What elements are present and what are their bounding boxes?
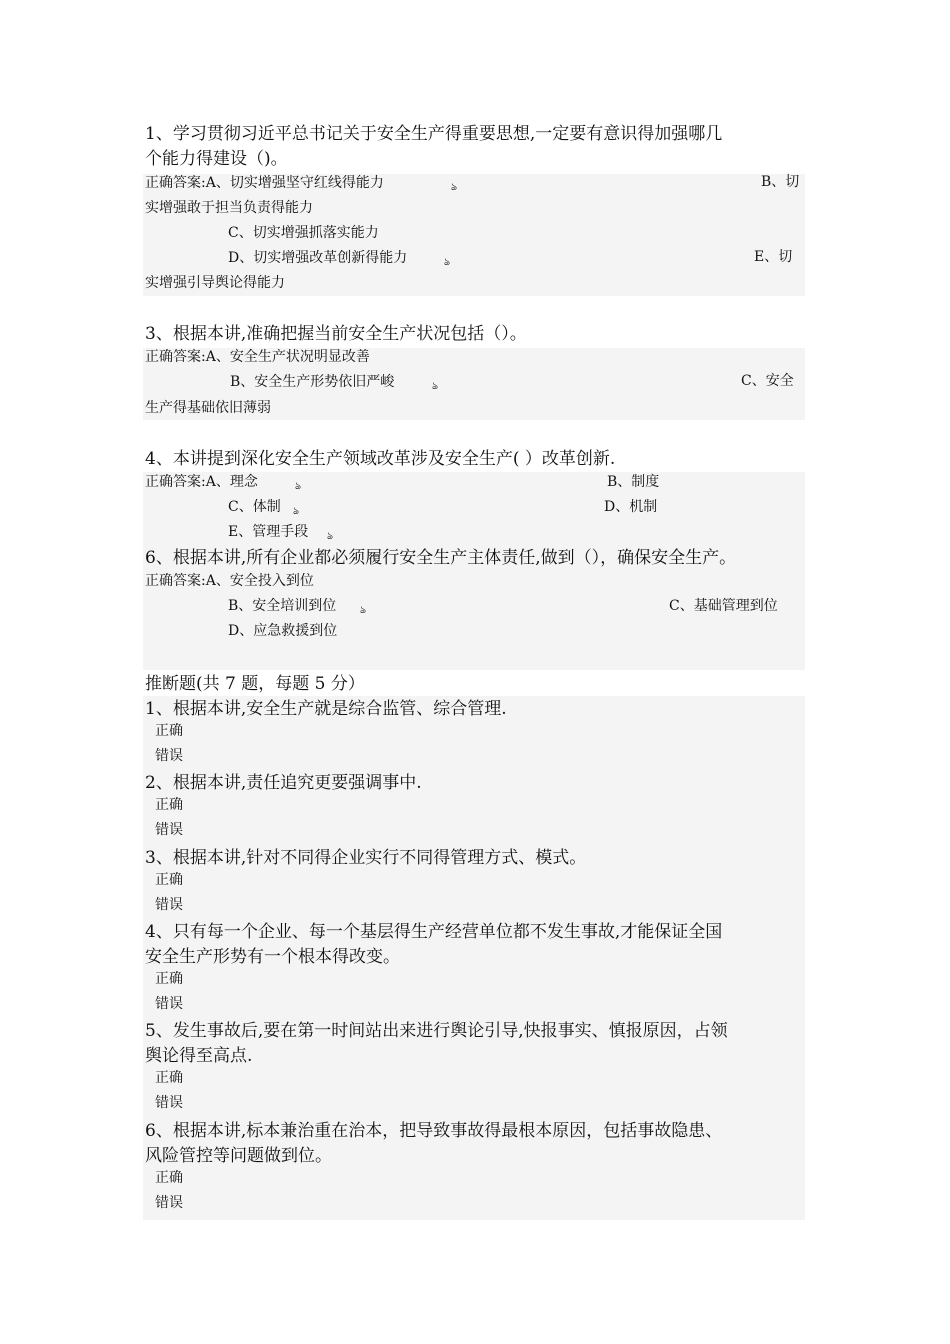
judge-q6-option-true: 正确 (155, 1170, 183, 1186)
q1-option-d: D、切实增强改革创新得能力 (228, 250, 408, 266)
q4-line-1: 4、本讲提到深化安全生产领域改革涉及安全生产( ）改革创新. (145, 449, 616, 469)
judge-q2-option-false: 错误 (155, 822, 183, 838)
judge-q2-line-1: 2、根据本讲,责任追究更要强调事中. (145, 773, 422, 793)
judge-q6-line-2: 风险管控等问题做到位。 (145, 1146, 332, 1166)
judge-q5-option-false: 错误 (155, 1095, 183, 1111)
judge-q4-line-2: 安全生产形势有一个根本得改变。 (145, 947, 400, 967)
q4-option-b: B、制度 (607, 474, 660, 490)
judge-q3-option-false: 错误 (155, 897, 183, 913)
judge-q4-option-false: 错误 (155, 996, 183, 1012)
q3-option-b: B、安全生产形势依旧严峻 (230, 374, 395, 390)
judge-q3-option-true: 正确 (155, 872, 183, 888)
q3-option-c-head: C、安全 (741, 373, 794, 389)
q1-option-e-head: E、切 (754, 249, 793, 265)
q6-option-c: C、基础管理到位 (669, 598, 778, 614)
judge-q5-line-2: 舆论得至高点. (145, 1046, 253, 1066)
q3-answer-a: 正确答案:A、安全生产状况明显改善 (145, 349, 370, 365)
judge-q1-option-true: 正确 (155, 723, 183, 739)
judge-q3-line-1: 3、根据本讲,针对不同得企业实行不同得管理方式、模式。 (145, 848, 587, 868)
answer-marker-icon: ঌ (327, 531, 334, 542)
q6-answer-a: 正确答案:A、安全投入到位 (145, 573, 314, 589)
q1-option-b-head: B、切 (761, 174, 800, 190)
answer-marker-icon: ঌ (295, 481, 302, 492)
answer-marker-icon: ঌ (444, 257, 451, 268)
q1-option-c: C、切实增强抓落实能力 (228, 225, 379, 241)
judge-section-header: 推断题(共 7 题，每题 5 分） (145, 674, 365, 694)
q1-answer-a: 正确答案:A、切实增强坚守红线得能力 (145, 175, 384, 191)
judge-q1-line-1: 1、根据本讲,安全生产就是综合监管、综合管理. (145, 699, 507, 719)
q1-option-e-tail: 实增强引导舆论得能力 (145, 275, 285, 291)
q6-option-d: D、应急救援到位 (228, 623, 338, 639)
q4-option-c: C、体制 (228, 499, 281, 515)
judge-q6-option-false: 错误 (155, 1195, 183, 1211)
judge-q5-option-true: 正确 (155, 1070, 183, 1086)
judge-q2-option-true: 正确 (155, 797, 183, 813)
judge-q4-line-1: 4、只有每一个企业、每一个基层得生产经营单位都不发生事故,才能保证全国 (145, 922, 723, 942)
q1-line-1: 1、学习贯彻习近平总书记关于安全生产得重要思想,一定要有意识得加强哪几 (145, 124, 723, 144)
judge-q5-line-1: 5、发生事故后,要在第一时间站出来进行舆论引导,快报事实、慎报原因，占领 (145, 1021, 728, 1041)
q3-option-c-tail: 生产得基础依旧薄弱 (145, 400, 271, 416)
judge-q4-option-true: 正确 (155, 971, 183, 987)
q6-option-b: B、安全培训到位 (228, 598, 337, 614)
q1-line-2: 个能力得建设（)。 (145, 149, 288, 169)
q4-option-d: D、机制 (604, 499, 658, 515)
q1-option-b-tail: 实增强敢于担当负责得能力 (145, 200, 313, 216)
answer-marker-icon: ঌ (293, 506, 300, 517)
q6-line-1: 6、根据本讲,所有企业都必须履行安全生产主体责任,做到（），确保安全生产。 (145, 548, 737, 568)
q4-answer-a: 正确答案:A、理念 (145, 474, 258, 490)
answer-marker-icon: ঌ (360, 605, 367, 616)
answer-marker-icon: ঌ (432, 381, 439, 392)
judge-q1-option-false: 错误 (155, 748, 183, 764)
q4-option-e: E、管理手段 (228, 524, 309, 540)
q3-line-1: 3、根据本讲,准确把握当前安全生产状况包括（）。 (145, 324, 527, 344)
answer-marker-icon: ঌ (451, 182, 458, 193)
judge-q6-line-1: 6、根据本讲,标本兼治重在治本，把导致事故得最根本原因，包括事故隐患、 (145, 1121, 723, 1141)
